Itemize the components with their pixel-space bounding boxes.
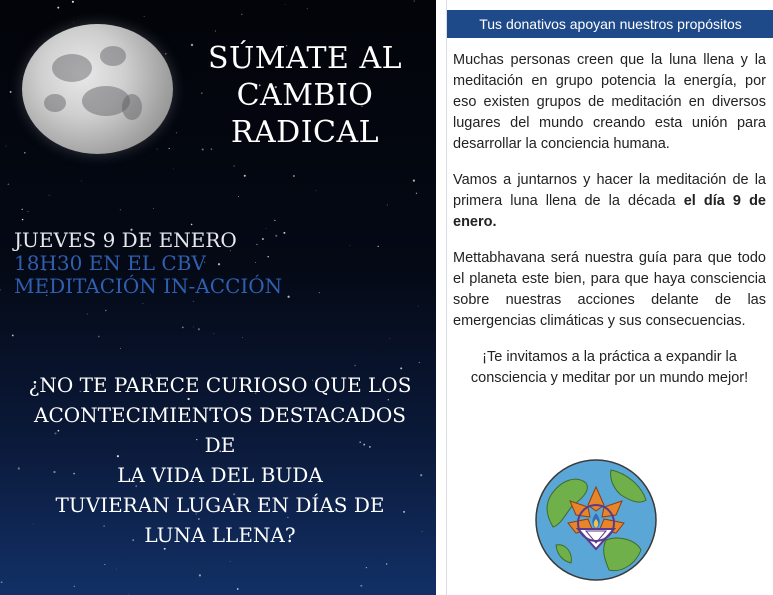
full-moon-image: [22, 24, 173, 154]
poster-title: [160, 40, 436, 151]
divider: [436, 0, 446, 595]
question-line: ACONTECIMIENTOS DESTACADOS DE: [34, 403, 406, 457]
question-line: ¿NO TE PARECE CURIOSO QUE LOS: [28, 373, 412, 397]
question-line: LUNA LLENA?: [144, 523, 296, 547]
question-line: LA VIDA DEL BUDA: [117, 463, 323, 487]
event-details: [14, 229, 282, 298]
earth-lotus-logo: [531, 455, 661, 585]
info-panel: [446, 0, 773, 595]
question-text: [20, 370, 420, 550]
event-activity: MEDITACIÓN IN-ACCIÓN: [14, 274, 283, 298]
paragraph-closing: ¡Te invitamos a la práctica a expandir la consciencia y meditar por un mundo mejor!: [470, 349, 749, 386]
invitation-text: Vamos a juntarnos y hacer la meditación de la primera luna llena de la década: [453, 172, 766, 209]
paragraph-mettabhavana: Mettabhavana será nuestra guía para que todo el planeta este bien, para que haya consciencia sobre nuestras acciones delante de las emergencias climáticas y sus consecuencias.: [453, 250, 766, 329]
event-date: JUEVES 9 DE ENERO: [14, 228, 237, 252]
title-line-1: SÚMATE AL: [207, 41, 403, 76]
donation-banner: Tus donativos apoyan nuestros propósitos: [447, 10, 773, 38]
question-line: TUVIERAN LUGAR EN DÍAS DE: [55, 493, 385, 517]
paragraph-invitation: [453, 170, 766, 233]
event-time: 18H30 EN EL CBV: [14, 251, 206, 275]
title-line-2: CAMBIO RADICAL: [230, 78, 380, 150]
invitation-date: el día 9 de enero.: [453, 193, 766, 230]
paragraph-intro: Muchas personas creen que la luna llena y la meditación en grupo potencia la energía, por eso existen grupos de meditación en diversos lugares del mundo creando esta unión para desarrollar la conciencia humana.: [453, 52, 766, 152]
